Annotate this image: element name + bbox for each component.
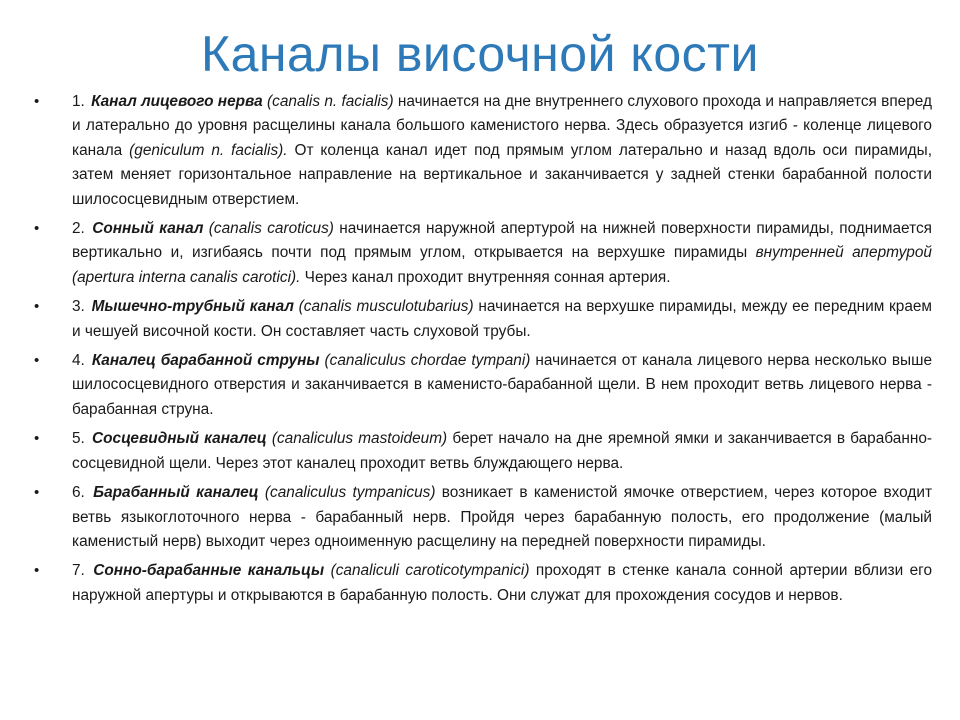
list-item — [34, 295, 932, 344]
bullet-icon: • — [34, 93, 40, 110]
item-text-italic: внутренней апертурой (apertura interna canalis carotici). — [72, 244, 932, 286]
bullet-icon: • — [34, 352, 40, 370]
list-item — [34, 217, 932, 290]
list-item — [34, 481, 932, 554]
item-number: 2. — [72, 220, 85, 238]
list-item — [34, 90, 932, 212]
item-text: Через канал проходит внутренняя сонная артерия. — [300, 268, 671, 286]
item-latin: (canaliculus mastoideum) — [271, 430, 448, 448]
item-text: начинается на верхушке пирамиды, между ее передним краем и чешуей височной кости. Он составляет часть слуховой трубы. — [72, 298, 933, 340]
item-latin: (canaliculus chordae tympani) — [324, 352, 531, 370]
item-number: 1. — [72, 93, 85, 110]
item-text: возникает в каменистой ямочке отверстием, через которое входит ветвь языкоглоточного нерва - барабанный нерв. Пройдя через барабанную полость, его продолжение (малый каменистый нерв) выходит через одноименную расщелину на передней поверхности пирамиды. — [72, 484, 932, 550]
item-latin: (canalis n. facialis) — [267, 93, 394, 110]
slide-title: Каналы височной кости — [201, 26, 759, 82]
item-number: 7. — [72, 562, 85, 580]
item-term: Сонно-барабанные канальцы — [93, 562, 325, 580]
item-term: Мышечно-трубный канал — [91, 298, 294, 316]
list-item — [34, 349, 932, 422]
item-term: Сосцевидный каналец — [92, 430, 267, 448]
item-latin: (canalis musculotubarius) — [298, 298, 474, 316]
item-number: 4. — [72, 352, 85, 370]
bullet-icon: • — [34, 484, 40, 502]
item-term: Барабанный каналец — [93, 484, 259, 502]
item-text: начинается от канала лицевого нерва несколько выше шилососцевидного отверстия и заканчивается в каменисто-барабанной щели. В нем проходит ветвь лицевого нерва - барабанная струна. — [72, 352, 933, 418]
list-item — [34, 427, 932, 476]
item-latin: (canaliculi caroticotympanici) — [330, 562, 530, 580]
item-text: берет начало на дне яремной ямки и заканчивается в барабанно-сосцевидной щели. Через этот каналец проходит ветвь блуждающего нерва. — [72, 430, 933, 472]
item-text: начинается на дне внутреннего слухового прохода и направляется вперед и латерально до уровня расщелины канала большого каменистого нерва. Здесь образуется изгиб - коленце лицевого канала — [72, 93, 933, 159]
item-latin: (canaliculus tympanicus) — [264, 484, 436, 502]
bullet-icon: • — [34, 220, 40, 238]
item-number: 5. — [72, 430, 85, 448]
bullet-icon: • — [34, 562, 40, 580]
item-term: Канал лицевого нерва — [91, 93, 263, 110]
item-number: 3. — [72, 298, 85, 316]
item-text: От коленца канал идет под прямым углом латерально и назад вдоль оси пирамиды, затем меняет горизонтальное направление на вертикальное и заканчивается у задней стенки барабанной полости шилососцевидным отверстием. — [72, 141, 932, 208]
item-term: Сонный канал — [92, 220, 204, 238]
canal-list — [34, 90, 932, 613]
item-number: 6. — [72, 484, 85, 502]
item-latin: (canalis caroticus) — [208, 220, 334, 238]
item-text: проходят в стенке канала сонной артерии вблизи его наружной апертуры и открываются в барабанную полость. Они служат для прохождения сосудов и нервов. — [72, 562, 933, 604]
list-item — [34, 559, 932, 608]
item-text: начинается наружной апертурой на нижней поверхности пирамиды, поднимается вертикально и, изгибаясь почти под прямым углом, открывается на верхушке пирамиды — [72, 220, 932, 262]
item-term: Каналец барабанной струны — [91, 352, 320, 370]
bullet-icon: • — [34, 298, 40, 316]
bullet-icon: • — [34, 430, 40, 448]
item-text-italic: (geniculum n. facialis). — [129, 141, 288, 159]
